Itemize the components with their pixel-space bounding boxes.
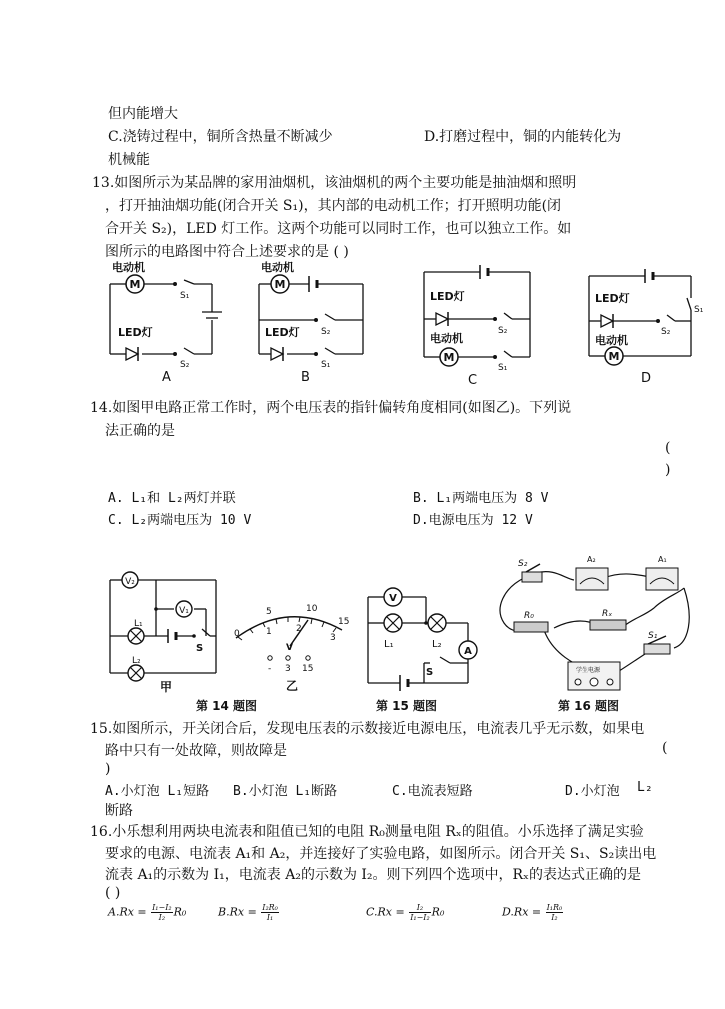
q15-option-d-l2: L₂ xyxy=(637,780,653,795)
circuit-a-motor-symbol: M xyxy=(129,278,141,291)
fig14-voltmeter-dial-yi xyxy=(228,600,350,700)
fig14-v1: V₁ xyxy=(179,606,189,616)
q12-option-d-tail: 机械能 xyxy=(108,152,150,168)
q16-option-c-fraction xyxy=(409,903,430,922)
circuit-c-s2: S₂ xyxy=(498,326,508,336)
q16-option-a-den: I₂ xyxy=(158,913,166,922)
q16-option-c-prefix: C.Rx = xyxy=(366,905,405,919)
q15-option-a: A.小灯泡 L₁短路 xyxy=(105,784,210,799)
q16-option-a-fraction xyxy=(151,903,172,922)
q16-option-b-prefix: B.Rx = xyxy=(218,905,257,919)
q16-option-a xyxy=(108,903,186,922)
circuit-d-s2: S₂ xyxy=(661,327,671,337)
circuit-a xyxy=(100,260,225,385)
fig14-l1: L₁ xyxy=(134,619,143,629)
q14-paren-open: ( xyxy=(665,440,671,456)
q14-line-1: 14.如图甲电路正常工作时，两个电压表的指针偏转角度相同(如图乙)。下列说 xyxy=(90,400,572,416)
fig15-l2: L₂ xyxy=(432,639,442,650)
caption-fig15: 第 15 题图 xyxy=(376,699,438,713)
fig14-yi: 乙 xyxy=(286,679,299,693)
fig14-circuit-jia xyxy=(108,573,223,698)
q16-option-d xyxy=(502,903,564,922)
fig16-a1: A₁ xyxy=(658,555,667,564)
q12-option-c: C.浇铸过程中，铜所含热量不断减少 xyxy=(108,129,333,145)
circuit-c-letter: C xyxy=(468,373,478,388)
circuit-b-motor-symbol: M xyxy=(274,278,286,291)
q16-option-b xyxy=(218,903,280,922)
dial-tick-0: 0 xyxy=(234,629,240,639)
q13-line-3: 合开关 S₂)，LED 灯工作。这两个功能可以同时工作，也可以独立工作。如 xyxy=(105,221,572,237)
dial-terminal-15: 15 xyxy=(302,664,314,674)
caption-fig14: 第 14 题图 xyxy=(196,699,258,713)
q15-paren-close: ) xyxy=(105,761,111,777)
q14-option-b: B. L₁两端电压为 8 V xyxy=(413,491,549,506)
circuit-b xyxy=(255,260,380,385)
q16-option-b-fraction xyxy=(261,903,279,922)
fig16-s1: S₁ xyxy=(648,631,658,641)
circuit-a-s1: S₁ xyxy=(180,291,190,301)
fig14-jia: 甲 xyxy=(160,680,173,694)
dial-tick-5: 5 xyxy=(266,607,272,617)
circuit-d-letter: D xyxy=(641,371,652,386)
q16-option-d-fraction xyxy=(546,903,564,922)
dial-terminal-neg: - xyxy=(268,664,272,674)
circuit-a-motor-label: 电动机 xyxy=(112,261,145,274)
q14-option-c: C. L₂两端电压为 10 V xyxy=(108,513,252,528)
fig16-rx: Rₓ xyxy=(602,609,613,619)
fig16-box-text: 学生电源 xyxy=(576,667,601,674)
circuit-d-led-label: LED灯 xyxy=(595,292,630,305)
q16-option-c-den: I₁−I₂ xyxy=(410,913,430,922)
q15-option-d: D.小灯泡 xyxy=(565,784,620,799)
q12-option-b-tail: 但内能增大 xyxy=(108,106,178,122)
q16-option-a-prefix: A.Rx = xyxy=(108,905,147,919)
circuit-b-letter: B xyxy=(301,370,310,385)
dial-v: V xyxy=(286,643,293,653)
circuit-d-motor-label: 电动机 xyxy=(595,334,628,347)
fig15-s: S xyxy=(426,667,434,678)
circuit-d-s1: S₁ xyxy=(694,305,704,315)
dial-tick-1: 1 xyxy=(266,627,272,637)
circuit-c-motor-label: 电动机 xyxy=(430,332,463,345)
dial-tick-10: 10 xyxy=(306,604,318,614)
q16-option-b-num: I₂R₀ xyxy=(262,903,278,912)
fig14-v2: V₂ xyxy=(125,577,135,587)
q16-option-c-num: I₂ xyxy=(409,903,430,913)
q16-line-2: 要求的电源、电流表 A₁和 A₂，并连接好了实验电路，如图所示。闭合开关 S₁、S₂读出电 xyxy=(105,846,657,862)
q16-line-1: 16.小乐想利用两块电流表和阻值已知的电阻 R₀测量电阻 Rₓ的阻值。小乐选择了满足实验 xyxy=(90,824,644,840)
fig15-circuit xyxy=(360,583,490,693)
fig16-r0: R₀ xyxy=(524,611,534,621)
circuit-a-s2: S₂ xyxy=(180,360,190,370)
q15-option-b: B.小灯泡 L₁断路 xyxy=(233,784,338,799)
q16-option-b-den: I₁ xyxy=(266,913,274,922)
dial-tick-3: 3 xyxy=(330,633,336,643)
q16-option-d-num: I₁R₀ xyxy=(546,903,563,912)
dial-tick-15: 15 xyxy=(338,617,350,627)
q12-option-d: D.打磨过程中，铜的内能转化为 xyxy=(424,129,622,145)
q15-option-d-tail: 断路 xyxy=(105,803,133,819)
fig14-l2: L₂ xyxy=(132,656,141,666)
circuit-c-motor-symbol: M xyxy=(443,351,455,364)
dial-terminal-3: 3 xyxy=(285,664,291,674)
q16-option-c xyxy=(366,903,444,922)
q13-line-2: ，打开抽油烟功能(闭合开关 S₁)，其内部的电动机工作；打开照明功能(闭 xyxy=(105,198,562,214)
circuit-b-led-label: LED灯 xyxy=(265,326,300,339)
circuit-b-motor-label: 电动机 xyxy=(261,261,294,274)
circuit-c-led-label: LED灯 xyxy=(430,290,465,303)
fig16-a2: A₂ xyxy=(587,555,596,564)
q15-paren-open: ( xyxy=(662,740,668,756)
q14-paren-close: ) xyxy=(665,462,671,478)
q16-option-d-den: I₂ xyxy=(551,913,558,922)
q16-option-a-num: I₁−I₂ xyxy=(152,903,172,912)
fig15-v: V xyxy=(389,593,397,604)
fig14-s: S xyxy=(196,643,204,654)
circuit-b-s1: S₁ xyxy=(321,360,331,370)
q13-line-1: 13.如图所示为某品牌的家用油烟机，该油烟机的两个主要功能是抽油烟和照明 xyxy=(92,175,577,191)
circuit-b-s2: S₂ xyxy=(321,327,331,337)
circuit-a-led-label: LED灯 xyxy=(118,326,153,339)
circuit-d-motor-symbol: M xyxy=(608,350,620,363)
circuit-c xyxy=(418,262,543,388)
q13-line-4: 图所示的电路图中符合上述要求的是 ( ) xyxy=(105,244,349,260)
q14-line-2: 法正确的是 xyxy=(105,423,175,439)
q16-option-d-prefix: D.Rx = xyxy=(502,905,542,919)
q16-option-c-tail: R₀ xyxy=(431,905,445,919)
fig16-apparatus xyxy=(494,548,699,693)
caption-fig16: 第 16 题图 xyxy=(558,699,620,713)
q15-line-1: 15.如图所示，开关闭合后，发现电压表的示数接近电源电压，电流表几乎无示数，如果电 xyxy=(90,721,645,737)
fig15-l1: L₁ xyxy=(384,639,394,650)
dial-tick-2: 2 xyxy=(296,624,302,634)
circuit-a-letter: A xyxy=(162,370,171,385)
q16-line-4: ( ) xyxy=(105,885,121,901)
circuit-d xyxy=(583,264,708,384)
q16-line-3: 流表 A₁的示数为 I₁，电流表 A₂的示数为 I₂。则下列四个选项中，Rₓ的表达式正确的是 xyxy=(105,867,642,883)
q15-line-2: 路中只有一处故障，则故障是 xyxy=(105,743,287,759)
q15-option-c: C.电流表短路 xyxy=(392,784,473,799)
q16-option-a-tail: R₀ xyxy=(173,905,187,919)
q14-option-a: A. L₁和 L₂两灯并联 xyxy=(108,491,236,506)
q14-option-d: D.电源电压为 12 V xyxy=(413,513,533,528)
fig16-s2: S₂ xyxy=(518,559,528,569)
fig15-a: A xyxy=(464,646,472,657)
circuit-c-s1: S₁ xyxy=(498,363,508,373)
